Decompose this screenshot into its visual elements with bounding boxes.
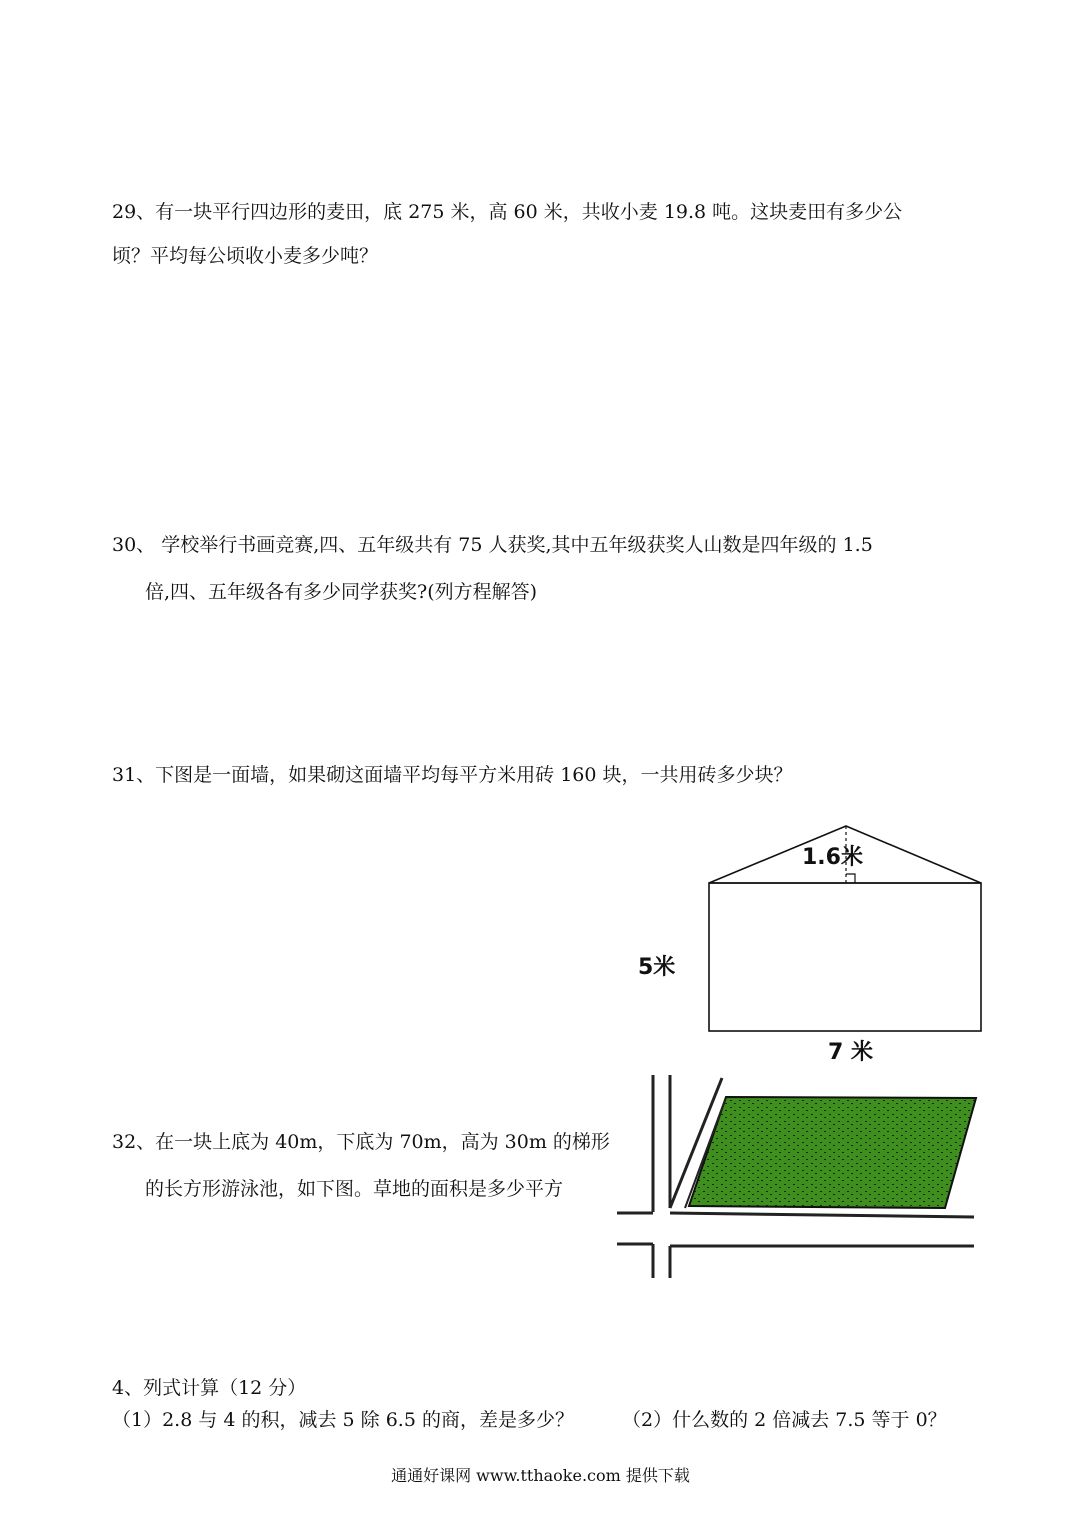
q30-line2: 倍,四、五年级各有多少同学获奖?(列方程解答)	[145, 581, 538, 603]
label-bottom: 7 米	[828, 1040, 873, 1065]
q32-line1: 32、在一块上底为 40m，下底为 70m，高为 30m 的梯形	[112, 1131, 610, 1153]
section4-item1: （1）2.8 与 4 的积，减去 5 除 6.5 的商，差是多少？	[112, 1409, 574, 1431]
q29-line2: 顷？平均每公顷收小麦多少吨？	[112, 245, 379, 267]
label-height: 1.6米	[802, 845, 863, 870]
label-side: 5米	[638, 955, 676, 980]
section4-item2: （2）什么数的 2 倍减去 7.5 等于 0？	[622, 1409, 947, 1431]
section4-title: 4、列式计算（12 分）	[112, 1377, 307, 1399]
road-line	[670, 1213, 974, 1217]
q31-text: 31、下图是一面墙，如果砌这面墙平均每平方米用砖 160 块，一共用砖多少块？	[112, 764, 793, 786]
grass-texture	[689, 1097, 976, 1208]
q30-line1: 30、 学校举行书画竞赛,四、五年级共有 75 人获奖,其中五年级获奖人山数是四年级的 1.5	[112, 534, 873, 556]
q29-line1: 29、有一块平行四边形的麦田，底 275 米，高 60 米，共收小麦 19.8 吨。这块麦田有多少公	[112, 201, 903, 223]
page-footer: 通通好课网 www.tthaoke.com 提供下载	[391, 1466, 690, 1485]
q32-line2: 的长方形游泳池，如下图。草地的面积是多少平方	[145, 1178, 564, 1200]
